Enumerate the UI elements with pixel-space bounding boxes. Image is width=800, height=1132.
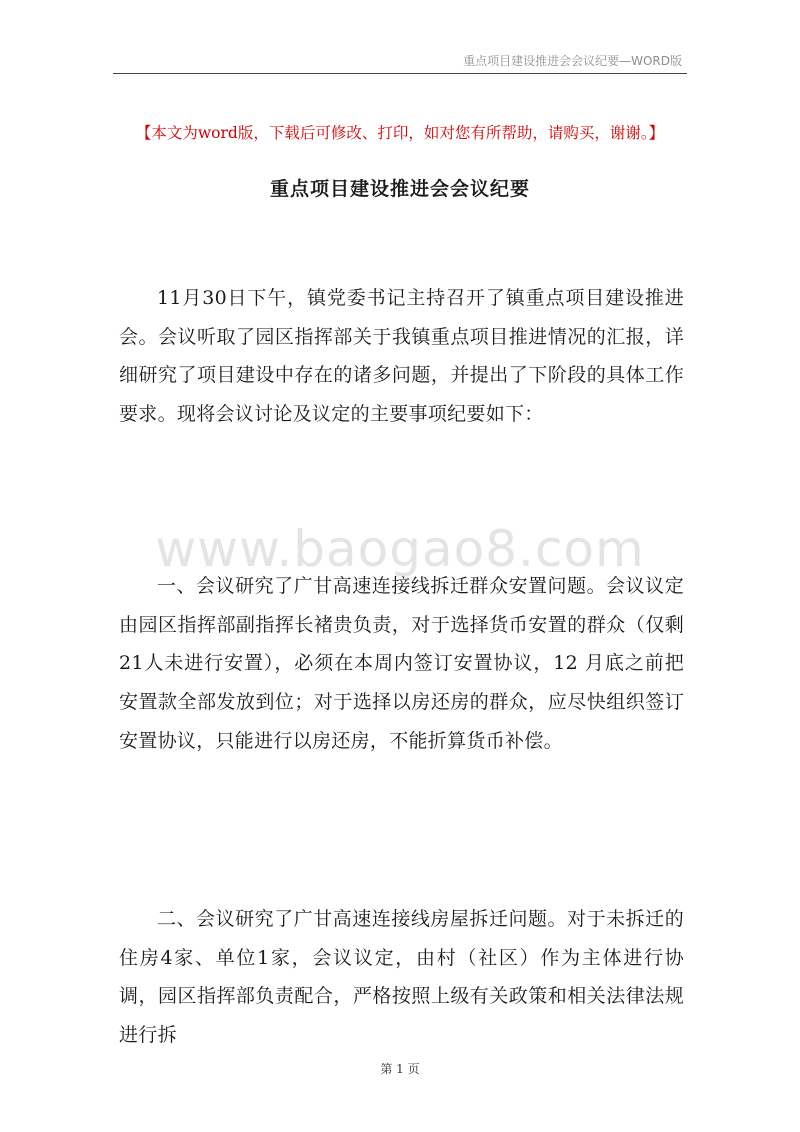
watermark: www.baogao8.com (155, 520, 645, 578)
page-number: 第 1 页 (380, 1062, 420, 1076)
purchase-notice: 【本文为word版，下载后可修改、打印，如对您有所帮助，请购买，谢谢。】 (135, 124, 665, 142)
paragraph-item-2: 二、会议研究了广甘高速连接线房屋拆迁问题。对于未拆迁的住房4家、单位1家，会议议定，由村（社区）作为主体进行协调，园区指挥部负责配合，严格按照上级有关政策和相关法律法规进行拆 (119, 908, 684, 1047)
document-title: 重点项目建设推进会会议纪要 (269, 178, 530, 200)
header-divider (113, 73, 687, 74)
paragraph-item-1: 一、会议研究了广甘高速连接线拆迁群众安置问题。会议议定由园区指挥部副指挥长褚贵负责，对于选择货币安置的群众（仅剩 21人未进行安置），必须在本周内签订安置协议，12 月底之前把安置款全部发放到位；对于选择以房还房的群众，应尽快组织签订安置协议，只能进行以房还房，不能折算货币补偿。 (119, 575, 684, 752)
running-header: 重点项目建设推进会会议纪要—WORD版 (463, 54, 682, 68)
paragraph-intro: 11月30日下午，镇党委书记主持召开了镇重点项目建设推进会。会议听取了园区指挥部关于我镇重点项目推进情况的汇报，详细研究了项目建设中存在的诸多问题，并提出了下阶段的具体工作要求。现将会议讨论及议定的主要事项纪要如下： (119, 287, 684, 426)
